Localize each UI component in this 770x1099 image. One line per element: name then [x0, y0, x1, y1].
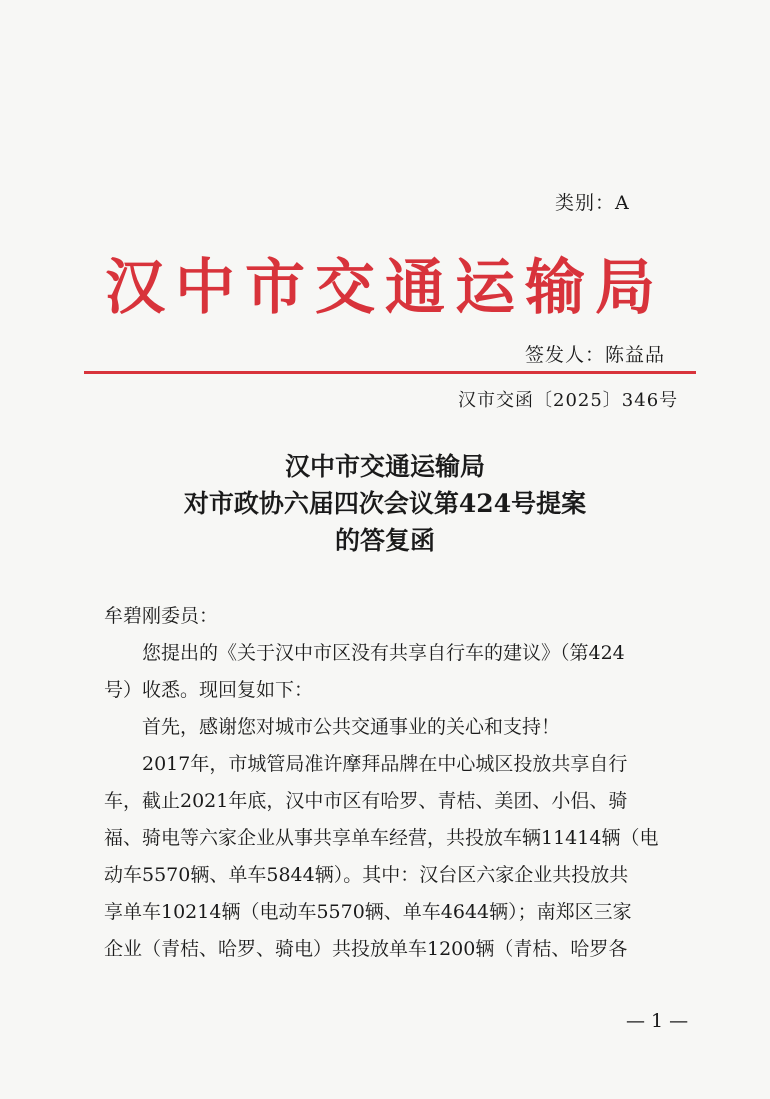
body-line: 动车5570辆、单车5844辆）。其中：汉台区六家企业共投放共 — [104, 864, 629, 886]
body-text — [104, 598, 694, 968]
body-line: 首先，感谢您对城市公共交通事业的关心和支持！ — [142, 716, 561, 738]
organization-header: 汉中市交通运输局 — [105, 253, 665, 323]
body-line: 您提出的《关于汉中市区没有共享自行车的建议》（第424 — [142, 642, 625, 664]
signer-label: 签发人：陈益品 — [525, 344, 666, 366]
title-line-2: 对市政协六届四次会议第424号提案 — [183, 489, 587, 518]
title-line-1: 汉中市交通运输局 — [284, 452, 485, 481]
body-line: 车，截止2021年底，汉中市区有哈罗、青桔、美团、小侣、骑 — [104, 790, 628, 812]
title-line-3: 的答复函 — [334, 526, 435, 555]
document-number: 汉市交函〔2025〕346号 — [458, 390, 679, 411]
body-line: 福、骑电等六家企业从事共享单车经营，共投放车辆11414辆（电 — [104, 827, 659, 849]
salutation: 牟碧刚委员： — [104, 605, 219, 627]
body-line: 享单车10214辆（电动车5570辆、单车4644辆）；南郑区三家 — [104, 901, 632, 923]
document-title — [0, 448, 770, 559]
red-divider — [84, 371, 696, 374]
body-line: 号）收悉。现回复如下： — [104, 679, 314, 701]
category-label: 类别：A — [555, 192, 630, 214]
body-line: 企业（青桔、哈罗、骑电）共投放单车1200辆（青桔、哈罗各 — [104, 938, 628, 960]
page-number: — 1 — — [626, 1010, 689, 1032]
body-line: 2017年，市城管局准许摩拜品牌在中心城区投放共享自行 — [142, 753, 628, 775]
